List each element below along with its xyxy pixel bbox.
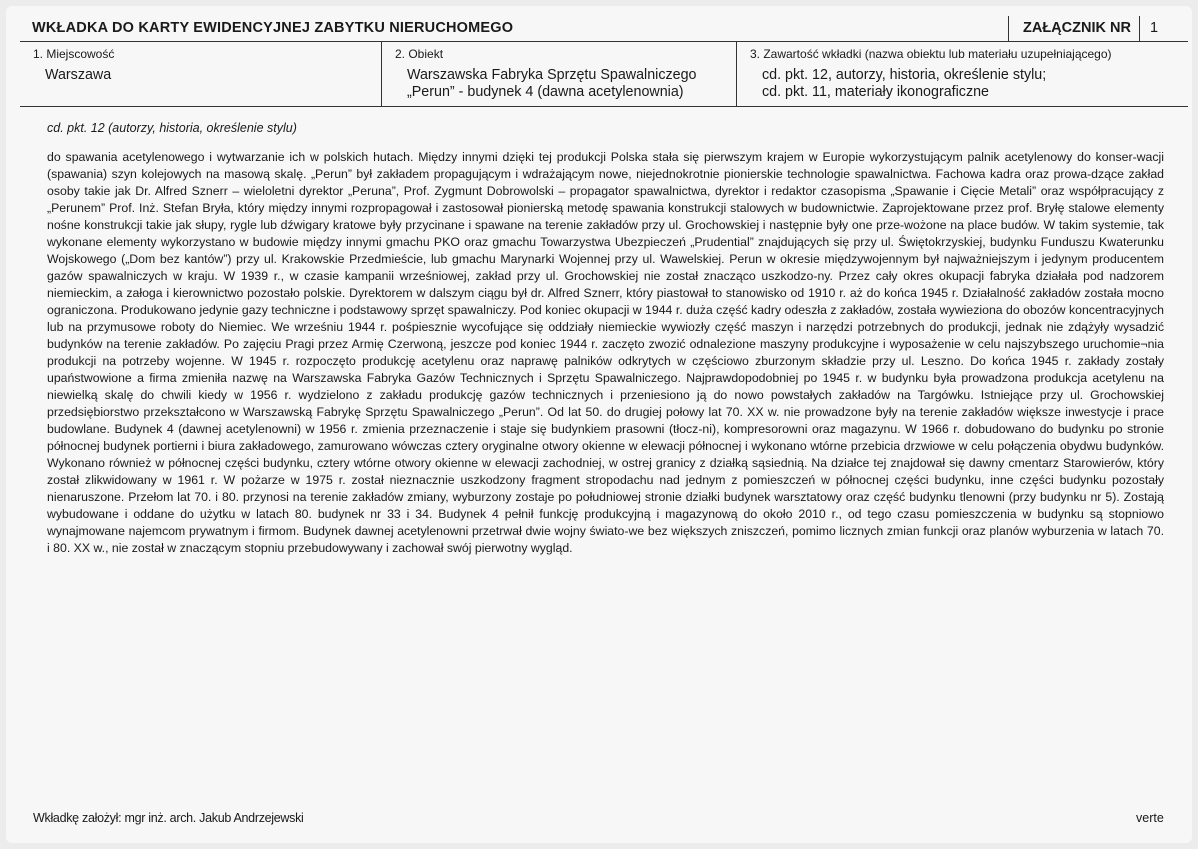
field-value bbox=[762, 67, 1046, 101]
document-title: WKŁADKA DO KARTY EWIDENCYJNEJ ZABYTKU NIERUCHOMEGO bbox=[32, 20, 514, 36]
field-label: 2. Obiekt bbox=[395, 47, 444, 61]
attachment-box bbox=[1008, 16, 1140, 41]
fields-row bbox=[20, 42, 1188, 107]
obiekt-line-1: Warszawska Fabryka Sprzętu Spawalniczego bbox=[407, 67, 697, 83]
field-label: 3. Zawartość wkładki (nazwa obiektu lub materiału uzupełniającego) bbox=[750, 47, 1112, 61]
attachment-number: 1 bbox=[1150, 20, 1159, 36]
header-bar bbox=[20, 16, 1188, 42]
section-heading: cd. pkt. 12 (autorzy, historia, określenie stylu) bbox=[47, 121, 297, 135]
field-zawartosc bbox=[736, 42, 1189, 106]
attachment-label: ZAŁĄCZNIK NR bbox=[1023, 20, 1131, 36]
field-obiekt bbox=[381, 42, 737, 106]
field-miejscowosc bbox=[20, 42, 381, 106]
field-label: 1. Miejscowość bbox=[33, 47, 115, 61]
author-note: Wkładkę założył: mgr inż. arch. Jakub Andrzejewski bbox=[33, 811, 304, 825]
obiekt-line-2: „Perun” - budynek 4 (dawna acetylenownia) bbox=[407, 84, 684, 100]
field-value bbox=[407, 67, 697, 101]
history-body-text: do spawania acetylenowego i wytwarzanie ich w polskich hutach. Między innymi dzięki tej produkcji Polska stała się pierwszym krajem w Europie wykorzystującym palnik acetylenowy do konser-wacji (spawania) szyn kolejowych na masową skalę. „Perun” był zakładem propagującym i wdrażającym nowe, niejednokrotnie pionierskie technologie spawalnictwa. Fachowa kadra oraz prowa-dzące zakład osoby takie jak Dr. Alfred Sznerr – wieloletni dyrektor „Peruna”, Prof. Zygmunt Dobrowolski – propagator spawalnictwa, dyrektor i redaktor czasopisma „Spawanie i Cięcie Metali” oraz współpracujący z „Perunem” Prof. Inż. Stefan Bryła, który między innymi rozpropagował i zastosował pionierską metodę spawania konstrukcji stalowych w budownictwie. Zaprojektowane przez prof. Bryłę stalowe elementy nośne konstrukcji takie jak słupy, rygle lub dźwigary kratowe były przycinane i spawane na terenie zakładów przy ul. Grochowskiej i następnie były one prze-wożone na place budów. W takim systemie, tak wykonane elementy wykorzystano w budowie między innymi gmachu PKO oraz gmachu Towarzystwa Ubezpieczeń „Prudential” znajdujących się przy ul. Świętokrzyskiej, budynku Funduszu Kwaterunku Wojskowego („Dom bez kantów”) przy ul. Krakowskie Przedmieście, lub gmachu Marynarki Wojennej przy ul. Wawelskiej. Perun w okresie międzywojennym był najważniejszym i jedynym producentem gazów spawalniczych w kraju. W 1939 r., w czasie kampanii wrześniowej, zakład przy ul. Grochowskiej nie został znacząco uszkodzo-ny. Przez cały okres okupacji fabryka działała pod nadzorem niemieckim, a załoga i kierownictwo pozostało polskie. Dyrektorem w dalszym ciągu był dr. Alfred Sznerr, który piastował to stanowisko od 1910 r. aż do końca 1945 r. Działalność zakładów została mocno ograniczona. Produkowano jedynie gazy techniczne i podstawowy sprzęt spawalniczy. Pod koniec okupacji w 1944 r. duża część kadry odeszła z zakładów, została wywieziona do obozów koncentracyjnych lub na przymusowe roboty do Niemiec. We wrześniu 1944 r. pośpiesznie wycofujące się oddziały niemieckie wywiozły część maszyn i narzędzi potrzebnych do produkcji, jednak nie zdążyły wysadzić budynków na terenie zakładów. Po zajęciu Pragi przez Armię Czerwoną, jeszcze pod koniec 1944 r. zaczęto zwozić odnalezione maszyny produkcyjne i wyposażenie w celu najszybszego uruchomie¬nia produkcji na potrzeby wojenne. W 1945 r. rozpoczęto produkcję acetylenu oraz naprawę palników odkrytych w częściowo zburzonym składzie przy ul. Leszno. Do końca 1945 r. zakłady zostały upaństwowione a firma zmieniła nazwę na Warszawska Fabryka Gazów Technicznych i Sprzętu Spawalniczego. Najprawdopodobniej po 1945 r. w budynku była prowadzona produkcja acetylenu na niewielką skalę do chwili kiedy w 1956 r. wydzielono z zakładu produkcję gazów technicznych i przeniesiono ją do nowo powstałych zakładów na Targówku. Istniejące przy ul. Grochowskiej przedsiębiorstwo przekształcono w Warszawską Fabrykę Sprzętu Spawalniczego „Perun”. Od lat 50. do drugiej połowy lat 70. XX w. nie prowadzone były na terenie zakładów większe inwestycje i prace budowlane. Budynek 4 (dawnej acetylenowni) w 1956 r. zmienia przeznaczenie i staje się budynkiem prasowni (tłocz-ni), kompresorowni oraz magazynu. W 1966 r. dobudowano do budynku po stronie północnej budynek portierni i biura zakładowego, zamurowano wówczas cztery oryginalne otwory okienne w elewacji północnej i wykonano wtórne przebicia drzwiowe w celu połączenia obydwu budynków. Wykonano również w północnej części budynku, cztery wtórne otwory okienne w elewacji zachodniej, w ostrej granicy z działką sąsiednią. Na działce tej znajdował się dawny cmentarz Starowierów, który został zlikwidowany w 1961 r. W pożarze w 1975 r. został nieznacznie uszkodzony fragment stropodachu nad jednym z pomieszczeń w północnej części budynku, inne części budynku pozostały nienaruszone. Przełom lat 70. i 80. przynosi na terenie zakładów zmiany, wyburzony zostaje po południowej stronie działki budynek warsztatowy oraz część budynku tlenowni (przy budynku nr 5). Zostają wybudowane i oddane do użytku w latach 80. budynek nr 33 i 34. Budynek 4 pełnił funkcję produkcyjną i magazynową do około 2010 r., od tego czasu pomieszczenia w budynku są stopniowo wynajmowane najemcom prywatnym i firmom. Budynek dawnej acetylenowni przetrwał dwie wojny świato-we bez większych zniszczeń, pomimo licznych zmian funkcji oraz planów wyburzenia w latach 70. i 80. XX w., nie został w znaczącym stopniu przebudowywany i zachował swój pierwotny wygląd. bbox=[47, 150, 1164, 555]
zawartosc-line-2: cd. pkt. 11, materiały ikonograficzne bbox=[762, 84, 990, 100]
zawartosc-line-1: cd. pkt. 12, autorzy, historia, określenie stylu; bbox=[762, 67, 1047, 83]
miejscowosc-value: Warszawa bbox=[45, 67, 112, 83]
field-value bbox=[45, 67, 111, 84]
verte-note: verte bbox=[1136, 811, 1164, 825]
